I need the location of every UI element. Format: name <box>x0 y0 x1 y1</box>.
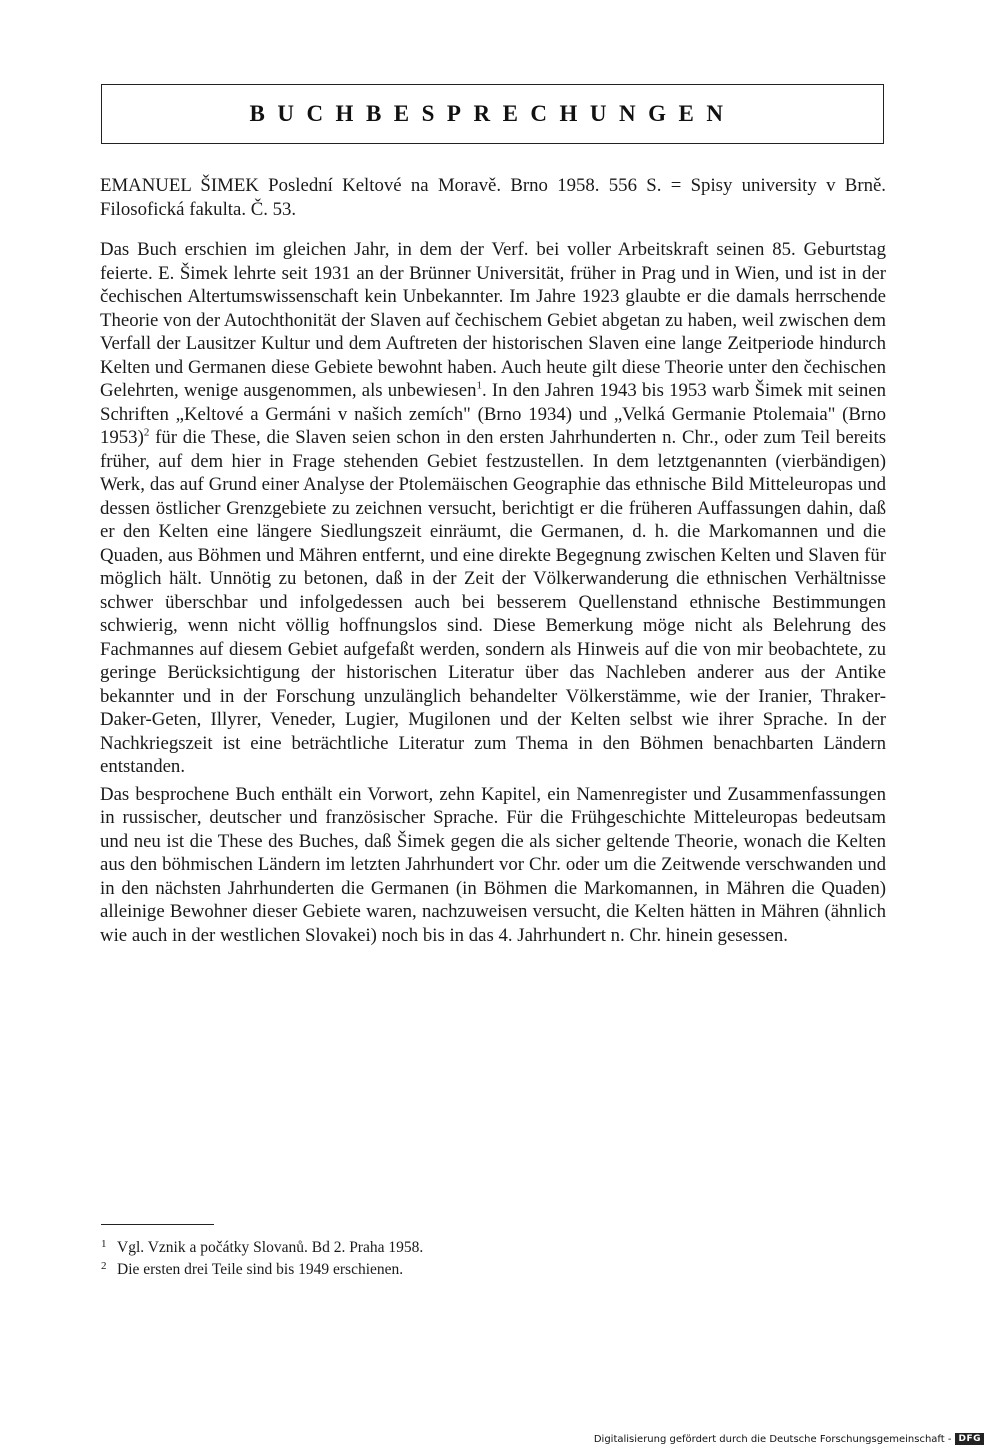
footnote-number: 1 <box>101 1238 107 1250</box>
digitization-credit <box>594 1433 984 1445</box>
review-body <box>100 238 886 951</box>
footnote-text: Die ersten drei Teile sind bis 1949 erschienen. <box>117 1261 404 1278</box>
footnote-ref-1: 1 <box>476 379 482 392</box>
footnote-item <box>101 1237 801 1259</box>
paragraph-2: Das besprochene Buch enthält ein Vorwort, zehn Kapitel, ein Namenregister und Zusammenfassungen in russischer, deutscher und französischer Sprache. Für die Frühgeschichte Mitteleuropas bedeutsam und neu ist die These des Buches, daß Šimek gegen die als sicher geltende Theorie, wonach die Kelten aus den böhmischen Ländern im letzten Jahrhundert vor Chr. oder um die Zeitwende verschwanden und in den nächsten Jahrhunderten die Germanen (in Böhmen die Markomannen, in Mähren die Quaden) alleinige Bewohner dieser Gebiete waren, nachzuweisen versucht, die Kelten hätten in Mähren (ähnlich wie auch in der westlichen Slovakei) noch bis in das 4. Jahrhundert n. Chr. hinein gesessen. <box>100 783 886 946</box>
section-title: BUCHBESPRECHUNGEN <box>249 101 736 126</box>
footnote-divider <box>101 1224 214 1225</box>
section-header-box <box>101 84 884 144</box>
bibliographic-entry: EMANUEL ŠIMEK Poslední Keltové na Moravě. Brno 1958. 556 S. = Spisy university v Brně. Filosofická fakulta. Č. 53. <box>100 175 886 220</box>
paragraph-1-part-1: Das Buch erschien im gleichen Jahr, in dem der Verf. bei voller Arbeitskraft seinen 85. Geburtstag feierte. E. Šimek lehrte seit 1931 an der Brünner Universität, früher in Prag und in Wien, und ist in der čechischen Altertumswissenschaft kein Unbekannter. Im Jahre 1923 glaubte er die damals herrschende Theorie von der Autochthonität der Slaven auf čechischem Gebiet abgetan zu haben, weil zwischen dem Verfall der Lausitzer Kultur und dem Auftreten der historischen Slaven eine lange Zeitperiode hindurch Kelten und Germanen diese Gebiete bewohnt haben. Auch heute gilt diese Theorie unter den čechischen Gelehrten, wenige ausgenommen, als unbewiesen <box>100 239 886 401</box>
footnotes <box>101 1237 801 1281</box>
paragraph-1-part-2: . In den Jahren 1943 bis 1953 warb Šimek mit seinen Schriften „Keltové a Germáni v našich zemích" (Brno 1934) und „Velká Germanie Ptolemaia" (Brno 1953) <box>100 380 886 448</box>
paragraph-1-part-3: für die These, die Slaven seien schon in den ersten Jahrhunderten n. Chr., oder zum Teil bereits früher, auf dem hier in Frage stehenden Gebiet festzustellen. In dem letztgenannten (vierbändigen) Werk, das auf Grund einer Analyse der Ptolemäischen Geographie das ethnische Bild Mitteleuropas und dessen östlicher Grenzgebiete zu zeichnen versucht, berichtigt er die früheren Auffassungen dahin, daß er den Kelten eine längere Siedlungszeit einräumt, die Germanen, d. h. die Markomannen und die Quaden, aus Böhmen und Mähren entfernt, und eine direkte Begegnung zwischen Kelten und Slaven für möglich hält. Unnötig zu betonen, daß in der Zeit der Völkerwanderung die ethnischen Verhältnisse schwer überschbar und infolgedessen auch bei besserem Quellenstand ethnische Bestimmungen schwierig, wenn nicht völlig hoffnungslos sind. Diese Bemerkung möge nicht als Belehrung des Fachmannes auf diesem Gebiet aufgefaßt werden, sondern als Hinweis auf die von mir beobachtete, zu geringe Berücksichtigung der historischen Literatur über das Nachleben anderer aus der Antike bekannter und in der Forschung unzulänglich behandelter Völkerstämme, wie der Iranier, Thraker-Daker-Geten, Illyrer, Veneder, Lugier, Mugilonen und der Kelten selbst wie ihrer Sprache. In der Nachkriegszeit ist eine beträchtliche Literatur zum Thema in den Böhmen benachbarten Ländern entstanden. <box>100 427 886 777</box>
footnote-number: 2 <box>101 1260 107 1272</box>
footnote-text: Vgl. Vznik a počátky Slovanů. Bd 2. Praha 1958. <box>117 1239 424 1256</box>
dfg-logo: DFG <box>955 1433 984 1445</box>
footnote-item <box>101 1259 801 1281</box>
paragraph-1 <box>100 238 886 779</box>
credit-text: Digitalisierung gefördert durch die Deutsche Forschungsgemeinschaft - <box>593 1433 952 1445</box>
footnote-ref-2: 2 <box>143 426 150 439</box>
